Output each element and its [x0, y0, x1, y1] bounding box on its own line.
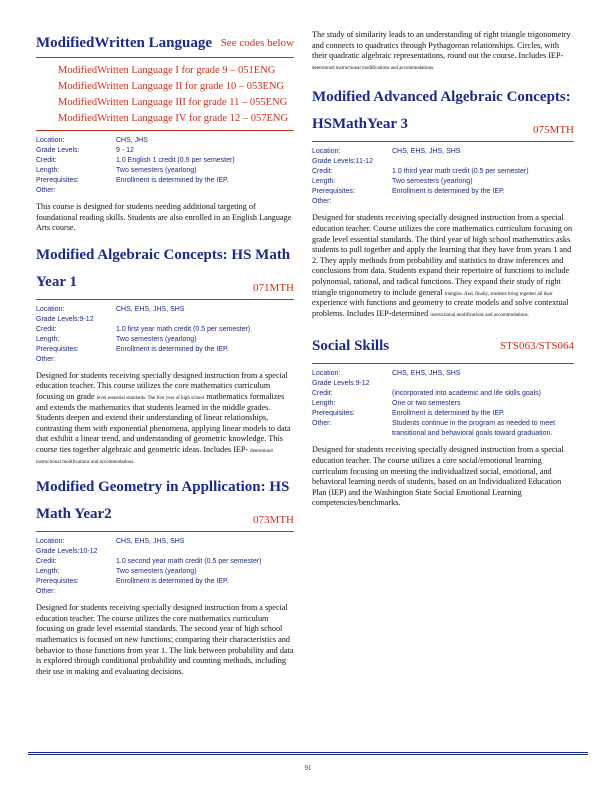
info-value: CHS, EHS, JHS, SHS — [392, 148, 461, 156]
info-row — [312, 369, 574, 379]
info-value: Two semesters (yearlong) — [116, 568, 197, 576]
course-title: See codes below ModifiedWritten Language — [36, 30, 294, 57]
info-label: Credit: — [36, 157, 57, 164]
info-row — [312, 167, 574, 177]
description-text: experience with functions and geometry to create models and solve contextual problems. Includes IEP-determined — [312, 298, 569, 318]
info-label: Location: — [36, 538, 65, 546]
course-levels-list — [36, 63, 294, 127]
info-value — [392, 197, 574, 207]
info-label: Location: — [36, 137, 65, 144]
info-row — [312, 187, 574, 197]
info-label: Prerequisites: — [312, 188, 355, 196]
info-value — [116, 355, 294, 365]
left-column — [36, 30, 294, 681]
info-label: Prerequisites: — [312, 410, 355, 418]
course-info — [312, 369, 574, 439]
info-label: Prerequisites: — [36, 578, 79, 586]
info-value: Two semesters (yearlong) — [392, 178, 473, 186]
info-label: Other: — [36, 187, 56, 194]
course-description: Designed for students receiving specially designed instruction from a special education teacher. The course utilizes a core social/emotional learning curriculum focusing on meeting the individualized social, emotional, and behavioral learning needs of students, based on an Individualized Education Plan (IEP) and the Washington State Social Emotional Learning competencies/benchmarks. — [312, 445, 564, 508]
info-value: Two semesters (yearlong) — [116, 167, 197, 174]
continued-description — [312, 30, 574, 72]
info-row — [312, 419, 574, 439]
description-text: Designed for students receiving specially designed instruction from a special education teacher. This course utilizes the core mathematics curriculum focusing on grade — [36, 370, 288, 401]
info-row — [36, 315, 294, 325]
info-value: CHS, JHS — [116, 137, 148, 144]
info-row — [36, 166, 294, 176]
course-description: This course is designed for students needing additional targeting of foundational reading skills. Students are also enrolled in an English Language Arts course. — [36, 202, 292, 233]
info-row — [312, 379, 574, 389]
info-row — [312, 157, 574, 167]
info-value: Enrollment is determined by the IEP. — [116, 578, 229, 586]
info-row — [36, 136, 294, 146]
description-text: determined instructional modifications and accommodations. — [312, 65, 435, 71]
info-value: 1.0 third year math credit (0.5 per semester) — [392, 168, 529, 176]
footer-rule — [28, 752, 588, 755]
title-rule — [312, 363, 574, 364]
info-label: Other: — [312, 420, 332, 428]
course-algebra-1 — [36, 242, 294, 466]
info-value — [392, 157, 574, 167]
info-row — [312, 147, 574, 157]
course-description — [312, 213, 574, 319]
title-rule — [36, 57, 294, 58]
page-number: 91 — [304, 764, 312, 772]
info-label: Grade Levels: — [36, 147, 80, 154]
course-info — [36, 305, 294, 365]
description-text: mathematics formalizes and extends the mathematics that students learned in the middle grades. Students deepen and extend their understanding of linear relationships, contrasting them with exponential phenomena, applying linear models to data that exhibit a linear trend, and understanding of geometric knowledge. This course ties together algebraic and geometric ideas. Includes IEP- — [36, 391, 291, 454]
info-label: Prerequisites: — [36, 177, 79, 184]
info-row — [312, 389, 574, 399]
info-value: (incorporated into academic and life skills goals) — [392, 390, 542, 398]
description-text: level essential standards. The first year of high school — [96, 395, 205, 401]
info-value: 1.0 English 1 credit (0.5 per semester) — [116, 157, 235, 164]
info-row — [36, 325, 294, 335]
info-row — [36, 567, 294, 577]
info-label: Location: — [312, 148, 341, 156]
info-row — [312, 177, 574, 187]
info-label: Grade Levels:9-12 — [312, 380, 370, 388]
info-label: Location: — [36, 305, 65, 313]
info-row — [36, 547, 294, 557]
course-title: Modified Advanced Algebraic Concepts: HSMathYear 3 075MTH — [312, 84, 574, 138]
info-value — [116, 186, 294, 196]
info-label: Other: — [36, 588, 56, 596]
info-row — [36, 156, 294, 166]
right-column — [312, 30, 574, 513]
info-label: Prerequisites: — [36, 345, 79, 353]
course-description: Designed for students receiving specially designed instruction from a special education teacher. The course utilizes the core mathematics curriculum focusing on grade level essential standards. The second year of high school mathematics is focused on new functions; comparing their characteristics and behavior to those functions from year 1. The link between probability and data is explored through conditional probability and counting methods, including their use in making and evaluating decisions. — [36, 603, 294, 676]
info-value: CHS, EHS, JHS, SHS — [116, 305, 185, 313]
course-title: Modified Algebraic Concepts: HS Math Year 1 071MTH — [36, 242, 294, 296]
info-label: Grade Levels:11-12 — [312, 158, 373, 166]
description-text: determined instructional modifications and accommodations. — [36, 448, 273, 465]
info-row — [36, 537, 294, 547]
info-label: Grade Levels:10-12 — [36, 548, 98, 556]
info-row — [36, 335, 294, 345]
section-rule — [36, 130, 294, 131]
info-value — [116, 315, 294, 325]
info-label: Other: — [312, 198, 332, 206]
course-code: 073MTH — [253, 514, 294, 527]
info-label: Length: — [36, 335, 60, 343]
info-row — [312, 409, 574, 419]
course-code: 075MTH — [533, 124, 574, 137]
info-value: CHS, EHS, JHS, SHS — [116, 538, 185, 546]
info-label: Credit: — [36, 558, 57, 566]
description-text: Designed for students receiving specially designed instruction from a special education teacher. Course utilizes the core mathematics curriculum focusing on grade level essential standards. The third year of high school mathematics asks students to pull together and apply the learning that they have from years 1 and 2. They apply methods from probability and statistics to draw inferences and conclusions from data. Students expand their repertoire of functions to include polynomial, rational, and radical functions. They expand their study of right triangle trigonometry to include general — [312, 213, 573, 297]
info-row — [36, 557, 294, 567]
info-value — [392, 379, 574, 389]
course-level-item: ModifiedWritten Language III for grade 11 – 055ENG — [58, 97, 288, 108]
info-value: 9 - 12 — [116, 147, 134, 154]
info-value — [116, 587, 294, 597]
course-geometry — [36, 474, 294, 677]
info-value: 1.0 second year math credit (0.5 per semester) — [116, 558, 262, 566]
info-row — [312, 399, 574, 409]
info-label: Length: — [36, 167, 60, 174]
info-label: Other: — [36, 355, 56, 363]
course-code: STS063/STS064 — [500, 340, 574, 353]
course-info — [36, 537, 294, 597]
course-description — [36, 371, 294, 466]
info-row — [36, 176, 294, 186]
course-title: Social Skills STS063/STS064 — [312, 333, 574, 360]
info-row — [36, 146, 294, 156]
course-code: See codes below — [220, 37, 294, 49]
description-text: instructional modifications and accommodations. — [430, 312, 529, 318]
info-row — [36, 345, 294, 355]
course-code: 071MTH — [253, 281, 294, 294]
course-info — [36, 136, 294, 196]
description-text: The study of similarity leads to an understanding of right triangle trigonometry and connects to quadratics through Pythagorean relationships. Circles, with their quadratic algebraic representations, round out the course. Includes IEP- — [312, 30, 571, 61]
info-label: Credit: — [312, 168, 333, 176]
info-value: Two semesters (yearlong) — [116, 335, 197, 343]
info-label: Credit: — [36, 325, 57, 333]
info-value: One or two semesters — [392, 400, 461, 408]
info-label: Length: — [312, 400, 336, 408]
info-label: Length: — [36, 568, 60, 576]
info-row — [36, 577, 294, 587]
info-value — [116, 547, 294, 557]
description-text: triangles. And, finally, students bring together all their — [444, 291, 553, 297]
info-row — [36, 587, 294, 597]
info-label: Length: — [312, 178, 336, 186]
info-value: Students continue in the program as needed to meet transitional and behavioral goals toward graduation. — [392, 420, 556, 438]
info-label: Credit: — [312, 390, 333, 398]
course-level-item: ModifiedWritten Language IV for grade 12 – 057ENG — [58, 113, 289, 124]
info-row — [36, 186, 294, 196]
info-value: Enrollment is determined by the IEP. — [392, 410, 505, 418]
course-info — [312, 147, 574, 207]
info-value: 1.0 first year math credit (0.5 per semester) — [116, 325, 251, 333]
info-row — [36, 305, 294, 315]
course-level-item: ModifiedWritten Language I for grade 9 – 051ENG — [58, 65, 276, 76]
info-label: Location: — [312, 370, 341, 378]
course-level-item: ModifiedWritten Language II for grade 10 – 053ENG — [58, 81, 285, 92]
info-value: Enrollment is determined by the IEP. — [116, 177, 229, 184]
info-row — [36, 355, 294, 365]
info-row — [312, 197, 574, 207]
course-written-language — [36, 30, 294, 234]
info-label: Grade Levels:9-12 — [36, 315, 94, 323]
info-value: CHS, EHS, JHS, SHS — [392, 370, 461, 378]
course-social-skills — [312, 333, 574, 509]
info-value: Enrollment is determined by the IEP. — [116, 345, 229, 353]
course-title: Modified Geometry in Appllication: HS Math Year2 073MTH — [36, 474, 294, 528]
info-value: Enrollment is determined by the IEP. — [392, 188, 505, 196]
course-algebra-3 — [312, 84, 574, 319]
